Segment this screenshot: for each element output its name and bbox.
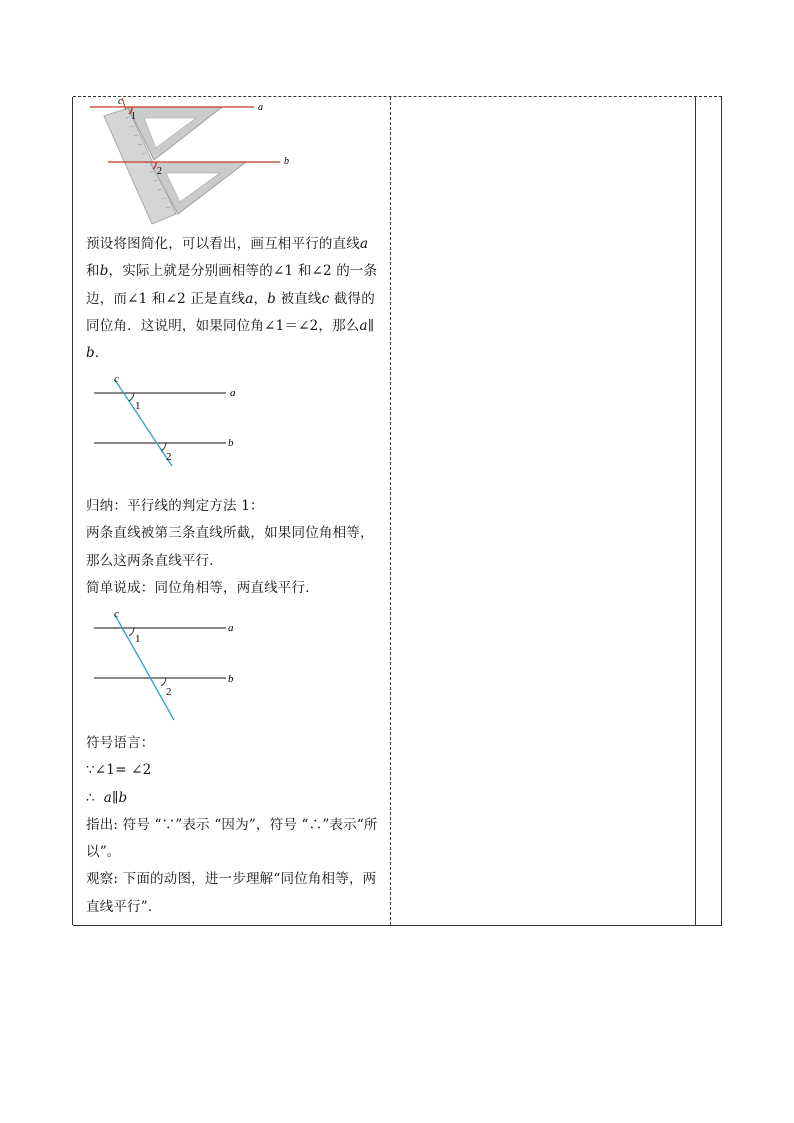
observe-line-1: 观察: 下面的动图，进一步理解“同位角相等，两	[86, 871, 377, 888]
fig3-label-2: 2	[166, 686, 172, 698]
fig1-label-c: c	[118, 96, 123, 107]
fig3-label-a: a	[228, 622, 234, 634]
fig2-label-a: a	[230, 387, 236, 399]
fig2-label-2: 2	[166, 451, 172, 463]
symbolic-title: 符号语言：	[86, 735, 155, 751]
explanation-paragraph: 预设将图简化，可以看出，画互相平行的直线a 和b，实际上就是分别画相等的∠1 和∠2 的一条 边，而∠1 和∠2 正是直线a，b 被直线c 截得的 同位角．这说明，如果同位角∠1＝∠2，那么a∥ b．	[86, 236, 378, 362]
symbolic-section	[86, 730, 384, 921]
fig1-label-a: a	[258, 102, 263, 113]
fig2-label-1: 1	[135, 400, 141, 412]
therefore-line: ∴ a∥b	[86, 789, 128, 806]
table-left-border	[72, 97, 73, 925]
summary-line-3: 简单说成：同位角相等，两直线平行．	[86, 579, 319, 596]
summary-title: 归纳：平行线的判定方法 1：	[86, 498, 264, 514]
fig2-label-c: c	[114, 373, 119, 385]
summary-line-2: 那么这两条直线平行．	[86, 552, 223, 569]
fig3-label-b: b	[228, 673, 234, 685]
observe-line-2: 直线平行”．	[86, 898, 162, 915]
fig3-label-c: c	[114, 608, 119, 620]
column-divider-1	[390, 97, 391, 925]
note-line-1: 指出: 符号 “∵”表示 “因为”，符号 “∴”表示“所	[86, 816, 378, 833]
summary-line-1: 两条直线被第三条直线所截，如果同位角相等，	[86, 525, 374, 542]
fig3-label-1: 1	[135, 633, 141, 645]
set-square-figure	[86, 96, 296, 226]
fig1-label-b: b	[284, 156, 289, 167]
fig1-label-1: 1	[131, 111, 136, 122]
note-line-2: 以”。	[86, 844, 121, 861]
parallel-lines-figure-1	[86, 370, 246, 468]
table-right-border	[721, 97, 722, 925]
column-divider-2	[695, 97, 696, 925]
parallel-lines-figure-2	[86, 605, 246, 723]
summary-section	[86, 493, 384, 602]
fig2-label-b: b	[228, 437, 234, 449]
because-line: ∵∠1= ∠2	[86, 762, 152, 779]
fig1-label-2: 2	[157, 166, 162, 177]
